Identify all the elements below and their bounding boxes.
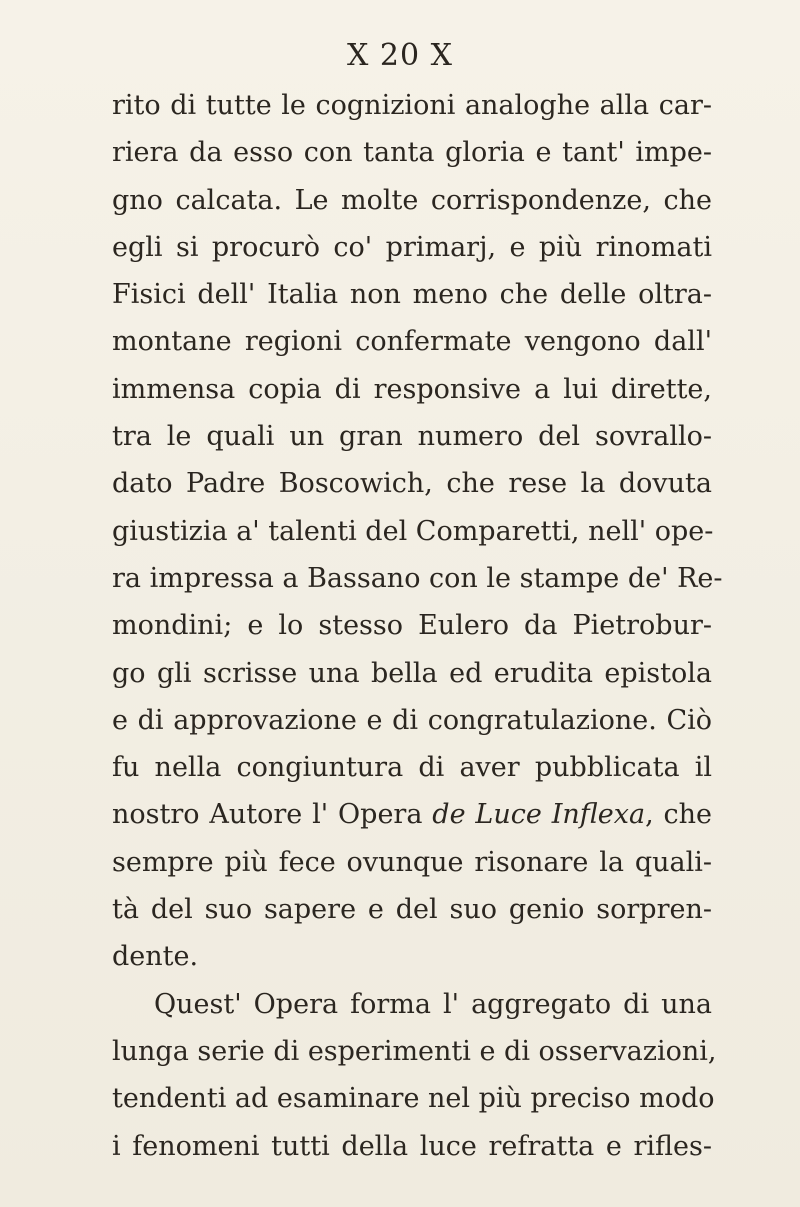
text-line: sempre più fece ovunque risonare la quali- — [112, 846, 712, 878]
text-line: tra le quali un gran numero del sovrallo- — [112, 421, 712, 453]
text-line: montane regioni confermate vengono dall' — [112, 326, 712, 358]
book-title: de Luce Inflexa — [432, 799, 646, 831]
text-line: fu nella congiuntura di aver pubblicata il — [112, 752, 712, 784]
text-line: egli si procurò co' primarj, e più rinomati — [112, 231, 712, 263]
text-line: lunga serie di esperimenti e di osservazioni, — [112, 1035, 717, 1067]
text-segment: nostro Autore l' Opera — [112, 799, 433, 831]
text-line: dente. — [112, 941, 199, 973]
body-text — [112, 82, 723, 1170]
text-line: immensa copia di responsive a lui dirette, — [112, 373, 712, 405]
text-segment: , che — [645, 799, 713, 831]
text-line-with-title — [112, 791, 712, 838]
text-line: Fisici dell' Italia non meno che delle oltra- — [112, 279, 712, 311]
text-line: riera da esso con tanta gloria e tant' impe- — [112, 137, 712, 169]
page-header: X 20 X — [347, 38, 453, 73]
text-line: mondini; e lo stesso Eulero da Pietrobur- — [112, 610, 712, 642]
text-line: tà del suo sapere e del suo genio sorpren- — [112, 894, 712, 926]
text-line: dato Padre Boscowich, che rese la dovuta — [112, 468, 712, 500]
text-line: go gli scrisse una bella ed erudita epistola — [112, 657, 712, 689]
text-line: gno calcata. Le molte corrispondenze, che — [112, 184, 712, 216]
text-line: giustizia a' talenti del Comparetti, nell' ope- — [112, 515, 714, 547]
text-line: e di approvazione e di congratulazione. Ciò — [112, 704, 712, 736]
text-line: ra impressa a Bassano con le stampe de' Re- — [112, 562, 723, 594]
text-line: i fenomeni tutti della luce refratta e rifles- — [112, 1130, 712, 1162]
text-line: rito di tutte le cognizioni analoghe alla car- — [112, 90, 712, 121]
paragraph-start-line: Quest' Opera forma l' aggregato di una — [154, 988, 712, 1020]
text-line: tendenti ad esaminare nel più preciso modo — [112, 1083, 715, 1115]
